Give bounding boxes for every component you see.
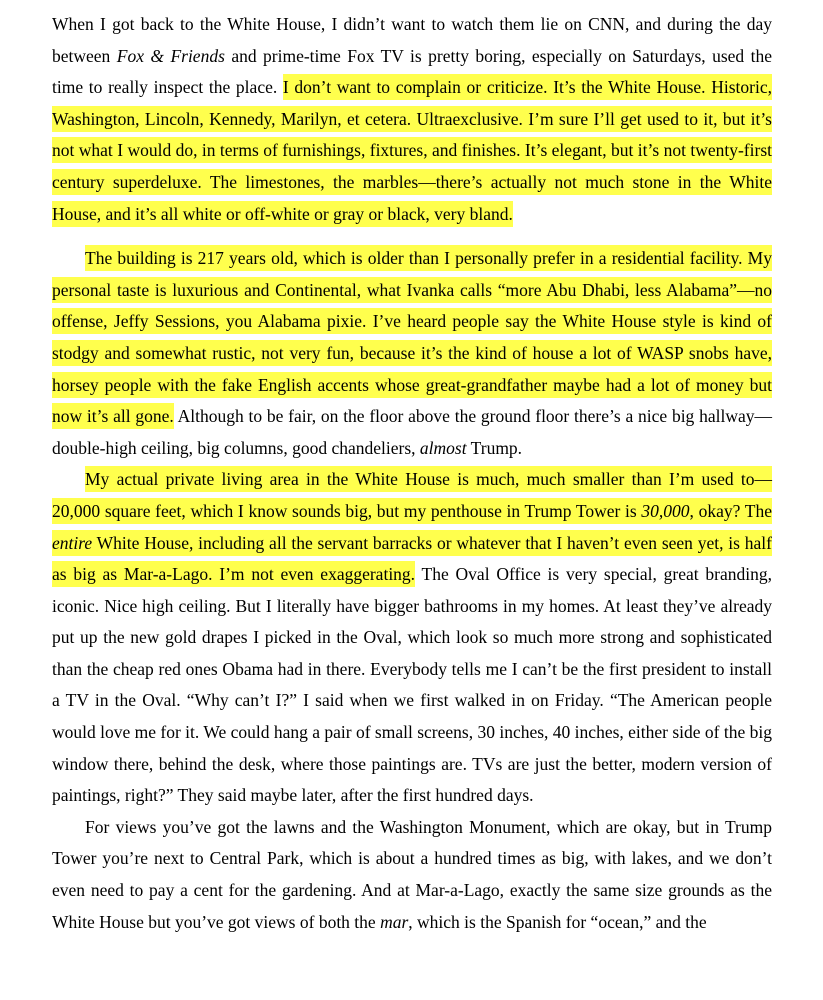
text-run: almost	[419, 437, 467, 458]
highlighted-text-run: I don’t want to complain or criticize. It’s the White House. Historic, Washington, Lincoln, Kennedy, Marilyn, et cetera. Ultraexclusive. I’m sure I’ll get used to it, but it’s not what I would do, in terms of furnishings, fixtures, and finishes. It’s elegant, but it’s not twenty-first century superdeluxe. The limestones, the marbles—there’s actually not much stone in the White House, and it’s all white or off-white or gray or black, very bland.	[52, 74, 772, 226]
paragraph	[52, 243, 772, 464]
text-run: Fox & Friends	[116, 45, 225, 66]
highlighted-text-run: White House, including all the servant barracks or whatever that I haven’t even seen yet, is half as big as Mar-a-Lago. I’m not even exaggerating.	[52, 530, 772, 588]
highlighted-text-run: My actual private living area in the White House is much, much smaller than I’m used to—20,000 square feet, which I know sounds big, but my penthouse in Trump Tower is	[52, 466, 772, 524]
text-run: The Oval Office is very special, great branding, iconic. Nice high ceiling. But I literally have bigger bathrooms in my homes. At least they’ve already put up the new gold drapes I picked in the Oval, which look so much more strong and sophisticated than the cheap red ones Obama had in there. Everybody tells me I can’t be the first president to install a TV in the Oval. “Why can’t I?” I said when we first walked in on Friday. “The American people would love me for it. We could hang a pair of small screens, 30 inches, 40 inches, either side of the big window there, behind the desk, where those paintings are. TVs are just the better, modern version of paintings, right?” They said maybe later, after the first hundred days.	[52, 564, 772, 806]
text-run: Although to be fair, on the floor above the ground floor there’s a nice big hallway—double-high ceiling, big columns, good chandeliers,	[52, 406, 772, 458]
highlighted-text-run: entire	[52, 530, 92, 556]
text-run: Trump.	[466, 437, 523, 458]
paragraph	[52, 9, 772, 230]
text-run: When I got back to the White House, I didn’t want to watch them lie on CNN, and during the day between	[52, 14, 772, 66]
text-column	[52, 9, 772, 938]
text-run: For views you’ve got the lawns and the Washington Monument, which are okay, but in Trump Tower you’re next to Central Park, which is about a hundred times as big, with lakes, and we don’t even need to pay a cent for the gardening. And at Mar-a-Lago, exactly the same size grounds as the White House but you’ve got views of both the	[52, 816, 772, 932]
text-run: , which is the Spanish for “ocean,” and the	[408, 911, 707, 932]
highlighted-text-run: , okay? The	[690, 498, 772, 524]
paragraph	[52, 812, 772, 938]
highlighted-text-run: 30,000	[641, 498, 689, 524]
highlighted-text-run: The building is 217 years old, which is older than I personally prefer in a residential facility. My personal taste is luxurious and Continental, what Ivanka calls “more Abu Dhabi, less Alabama”—no offense, Jeffy Sessions, you Alabama pixie. I’ve heard people say the White House style is kind of stodgy and somewhat rustic, not very fun, because it’s the kind of house a lot of WASP snobs have, horsey people with the fake English accents whose great-grandfather maybe had a lot of money but now it’s all gone.	[52, 245, 772, 429]
text-run: mar	[380, 911, 409, 932]
text-run: and prime-time Fox TV is pretty boring, especially on Saturdays, used the time to really inspect the place.	[52, 45, 772, 98]
paragraph	[52, 464, 772, 812]
